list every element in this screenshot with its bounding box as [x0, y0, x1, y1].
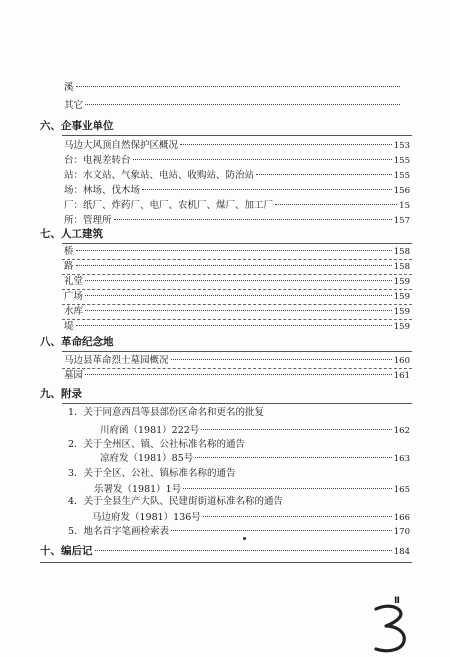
toc-entry: 其它: [64, 100, 402, 112]
divider: [40, 562, 412, 563]
divider: [62, 351, 412, 352]
toc-entry: 场：林场、伐木场 156: [64, 185, 410, 196]
divider: [62, 259, 412, 260]
divider: [62, 403, 412, 404]
appendix-item: 5．地名首字笔画检索表 170: [68, 526, 410, 537]
divider: [62, 304, 412, 305]
handwritten-page-number-mark: [368, 603, 412, 655]
divider: [62, 289, 412, 290]
toc-entry: 所：管理所 157: [64, 215, 410, 226]
appendix-reference: 乐署发（1981）1号 165: [94, 484, 410, 495]
toc-entry: 厂：纸厂、炸药厂、电厂、农机厂、煤厂、加工厂 15: [64, 200, 410, 211]
toc-entry: 桥 158: [64, 246, 410, 257]
section-heading-8: 八、革命纪念地: [40, 336, 114, 348]
toc-entry: 台：电视差转台 155: [64, 155, 410, 166]
folio-mark-tick: Ⅱ: [394, 596, 400, 606]
appendix-item: 3．关于全区、公社、镇标准名称的通告: [68, 468, 236, 479]
divider: [62, 319, 412, 320]
divider: [62, 243, 412, 244]
appendix-reference: 凉府发（1981）85号 163: [100, 453, 410, 464]
section-heading-7: 七、人工建筑: [40, 228, 103, 240]
ink-dot: [243, 537, 246, 540]
appendix-item: 4．关于全县生产大队、民建街街道标准名称的通告: [68, 496, 284, 507]
toc-entry: 路 158: [64, 261, 410, 272]
appendix-item: 1．关于同意西昌等县部份区命名和更名的批复: [68, 407, 265, 418]
toc-entry: 水库 159: [64, 306, 410, 317]
section-heading-9: 九、附录: [40, 388, 82, 400]
section-heading-10: 十、编后记 184: [40, 545, 410, 557]
toc-entry: 马边大风顶自然保护区概况 153: [64, 140, 410, 151]
toc-entry: 堤 159: [64, 321, 410, 332]
divider: [62, 274, 412, 275]
toc-entry: 礼堂 159: [64, 276, 410, 287]
divider: [62, 135, 412, 136]
divider: [62, 368, 412, 369]
toc-entry: 溪: [64, 82, 402, 94]
toc-entry: 墓园 161: [64, 370, 410, 381]
section-heading-6: 六、企事业单位: [40, 120, 114, 132]
appendix-reference: 川府函（1981）222号 162: [100, 425, 410, 436]
appendix-reference: 马边府发（1981）136号 166: [92, 512, 410, 523]
toc-entry: 广场 159: [64, 291, 410, 302]
toc-entry: 站：水文站、气象站、电站、收购站、防治站 155: [64, 170, 410, 181]
appendix-item: 2．关于全州区、镇、公社标准名称的通告: [68, 439, 246, 450]
toc-entry: 马边县革命烈士墓园概况 160: [64, 355, 410, 366]
